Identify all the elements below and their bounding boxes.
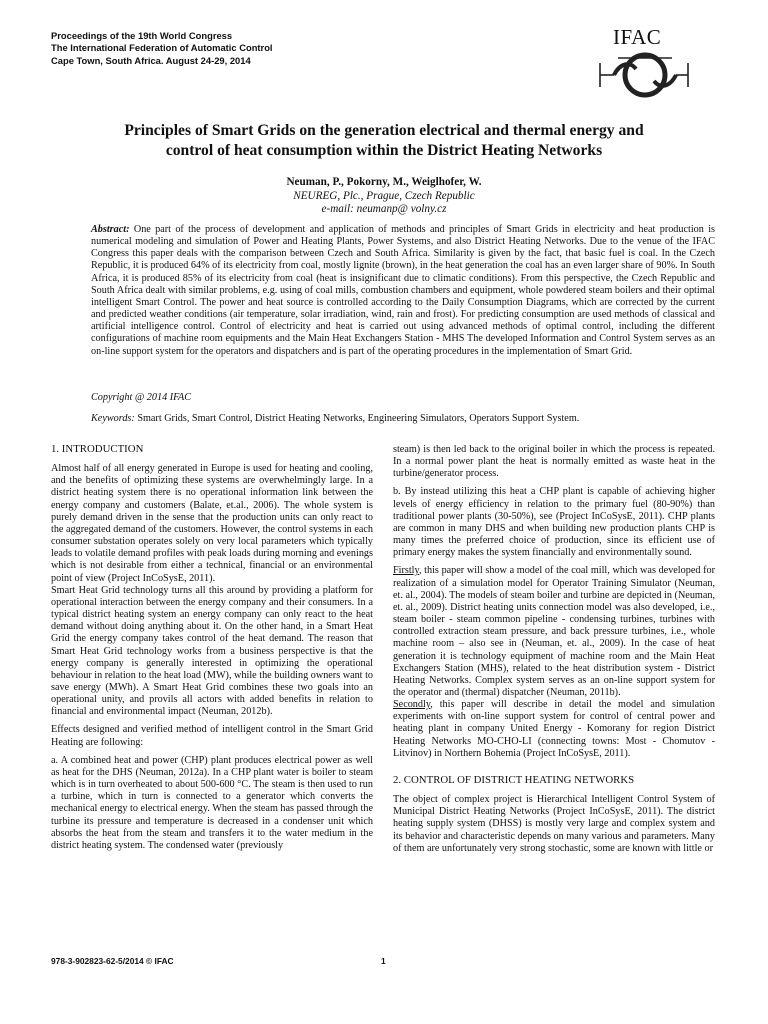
- abstract-label: Abstract:: [91, 224, 130, 235]
- author-email: e-mail: neumanp@ volny.cz: [321, 203, 447, 215]
- author-block: [40, 176, 728, 217]
- left-column: [51, 443, 373, 852]
- copyright-notice: Copyright @ 2014 IFAC: [91, 392, 192, 403]
- abstract-text: One part of the process of development and application of methods and principles of Smart Grids in electricity and heat production is numerical modeling and simulation of Power and Heating Plants, Power Systems, and also District Heating Networks. Due to the venue of the IFAC Congress this paper deals with the comparison between Czech and South Africa. Similarity is given by the fact, that basic fuel is coal. In the Czech Republic, it is produced 64% of its electricity from coal, mostly lignite (brown), in the heat generation the coal has an even larger share of 90%. In South Africa, it is produced 85% of its electricity from coal (heat is insignificant due to climatic conditions). From this perspective, the Czech Republic and South Africa dealt with similar problems, e.g. using of coal mills, combustion chambers and equipment, whole powdered steam boilers and their optimal intelligent Smart Control. The power and heat source is controlled according to the Daily Consumption Diagrams, which are corrected by the current and predicted weather conditions (air temperature, solar irradiation, wind, rain and frost). For predicting consumption are used methods of classical and artificial intelligence control. Control of electricity and heat is carried out using advanced methods of optimal control, including the different configurations of machine room equipments and the Main Heat Exchangers Station - MHS The developed Information and Control System serves as an on-line support system for the operators and dispatchers and is part of the operating procedures in the implementation of Smart Grid.: [91, 224, 715, 357]
- right-paragraph-2: b. By instead utilizing this heat a CHP plant is capable of achieving higher levels of energy efficiency in relation to the primary fuel (80-90%) than traditional power plants (30-50%), see (Project InCoSysE, 2011). CHP plants are common in many DHS and when building new production plants CHP is many times the preferred choice of production, since its efficient use of primary energy makes the system financially and environmentally sound.: [393, 486, 715, 559]
- right-column: [393, 444, 715, 855]
- header-line-congress: Proceedings of the 19th World Congress: [51, 30, 233, 41]
- section-heading-introduction: 1. INTRODUCTION: [51, 443, 144, 455]
- proceedings-header: [51, 30, 273, 67]
- ifac-logo-emblem: [596, 22, 708, 98]
- secondly-label: Secondly: [393, 699, 431, 711]
- intro-paragraph-1: Almost half of all energy generated in Europe is used for heating and cooling, and the benefits of optimizing these systems are overwhelmingly large. In a district heating system there is no operational information link between the energy company and customers (Balate, et.al., 2006). The whole system is purely demand driven in the sense that the production units can only react to the aggregated demand of the customers. However, the control systems in each consumer substation operates solely on very local parameters which typically leads to volatile demand profiles with peak loads during morning and evenings which is not desirable from either a technical, financial or an environmental point of view (Project InCoSysE, 2011).: [51, 463, 373, 584]
- title-line-2: control of heat consumption within the District Heating Networks: [165, 141, 603, 159]
- ifac-logo: [596, 22, 708, 98]
- intro-paragraph-4: a. A combined heat and power (CHP) plant produces electrical power as well as heat for the DHS (Neuman, 2012a). In a CHP plant water is boiler to steam which is in turn overheated to about 500-600 °C. The steam is then used to run a turbine, which in turn is connected to a generator which converts the mechanical energy to electrical energy. When the steam has passed through the turbine its pressure and temperature is decreased in a condenser unit which absorbs the heat from the steam and transfers it to the water medium in the district heating system. The condensed water (previously: [51, 754, 373, 851]
- footer-isbn: 978-3-902823-62-5/2014 © IFAC: [51, 956, 174, 966]
- intro-paragraph-3: Effects designed and verified method of intelligent control in the Smart Grid Heating are following:: [51, 724, 373, 748]
- intro-paragraph-2: Smart Heat Grid technology turns all this around by providing a platform for operational interaction between the energy company and their consumers. In a typical district heating system an energy company can only react to the heat demand without doing anything about it. On the other hand, in a Smart Heat Grid the energy company takes control of the heat demand. The reason that Smart Heat Grid technology works from a business perspective is that the energy company is generally interested in optimizing the operational behaviour in relation to the heat load (MW), while the building owners want to save energy (MWh). A Smart Heat Grid combines these two goals into an operational unity, and provils all actors with added benefits in relation to financial and environmental impact (Neuman, 2012b).: [51, 584, 373, 718]
- author-names: Neuman, P., Pokorny, M., Weiglhofer, W.: [286, 176, 482, 188]
- right-paragraph-firstly: [393, 565, 715, 699]
- header-line-location: Cape Town, South Africa. August 24-29, 2014: [51, 54, 251, 66]
- right-paragraph-1: steam) is then led back to the original boiler in which the process is repeated. In a normal power plant the heat is normally emitted as waste heat in the turbine/generator process.: [393, 444, 715, 480]
- paper-title: [40, 121, 728, 160]
- title-line-1: Principles of Smart Grids on the generation electrical and thermal energy and: [124, 122, 644, 139]
- control-paragraph-1: The object of complex project is Hierarchical Intelligent Control System of Municipal District Heating Networks (Project InCoSysE, 2011). The district heating supply system (DHSS) is mostly very large and complex system and its behavior and characteristic depends on many various and parameters. Many of them are unfortunately very strong stochastic, some are known with little or: [393, 794, 715, 854]
- right-paragraph-secondly: [393, 699, 715, 760]
- ifac-logo-text: IFAC: [613, 25, 662, 49]
- secondly-text: , this paper will describe in detail the model and simulation experiments with on-line support system for control of central power and heating plant in company United Energy - Komorany for region District Heating Networks MO-CHO-LI (connecting towns: Most - Chomutov - Litvinov) in Northern Bohemia (Project InCoSysE, 2011).: [393, 699, 715, 759]
- header-line-federation: The International Federation of Automatic Control: [51, 42, 273, 54]
- page-number: 1: [381, 956, 386, 966]
- firstly-label: Firstly: [393, 565, 419, 577]
- keywords-text: Smart Grids, Smart Control, District Heating Networks, Engineering Simulators, Operators Support System.: [134, 413, 580, 424]
- keywords: [91, 413, 579, 424]
- firstly-text: , this paper will show a model of the coal mill, which was developed for realization of a simulation model for Operator Training Simulator (Neuman, et. al., 2004). The models of steam boiler and turbine are depicted in (Neuman, et. al., 2009). District heating units connection model was also developed, i.e., steam boiler - steam common pipeline - condensing turbines, turbines with controlled extraction steam pressure, and back pressure turbines, i.e., whole machine room – also see in (Neuman, et. al., 2009). In the case of heat generation it is technology equipment of machine room and the Main Heat Exchangers Station (MHS), related to the heat distribution system - District Heating Networks. Complex system serves as an on-line support system for the operator and (thermal) dispatcher (Neuman, 2011b).: [393, 565, 715, 698]
- section-heading-control: 2. CONTROL OF DISTRICT HEATING NETWORKS: [393, 773, 635, 786]
- abstract: [91, 224, 715, 358]
- keywords-label: Keywords:: [91, 413, 135, 424]
- author-affiliation: NEUREG, Plc., Prague, Czech Republic: [293, 189, 475, 202]
